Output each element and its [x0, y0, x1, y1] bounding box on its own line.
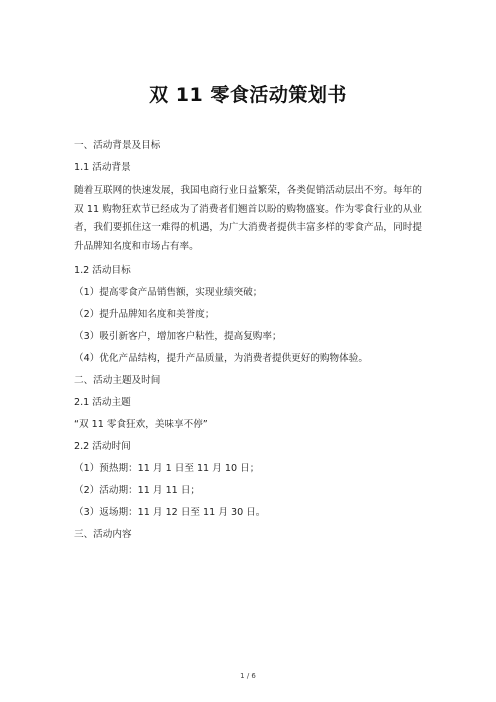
- subsection-heading: 1.1 活动背景: [74, 162, 131, 173]
- list-item: （4）优化产品结构，提升产品质量，为消费者提供更好的购物体验。: [74, 353, 368, 364]
- list-item: （3）吸引新客户，增加客户粘性，提高复购率；: [74, 331, 282, 342]
- subsection-heading: 1.2 活动目标: [74, 265, 131, 276]
- document-body: [74, 138, 422, 549]
- subsection-heading: 2.2 活动时间: [74, 441, 131, 452]
- document-title: 双 11 零食活动策划书: [149, 84, 347, 106]
- page-number: 1 / 6: [240, 672, 256, 680]
- section-heading: 二、活动主题及时间: [74, 375, 161, 386]
- list-item: （3）返场期：11 月 12 日至 11 月 30 日。: [74, 507, 266, 518]
- section-heading: 三、活动内容: [74, 529, 132, 540]
- theme-quote: “双 11 零食狂欢，美味享不停”: [74, 419, 208, 430]
- list-item: （2）活动期：11 月 11 日；: [74, 485, 201, 496]
- paragraph: 随着互联网的快速发展，我国电商行业日益繁荣，各类促销活动层出不穷。每年的双 11 购物狂欢节已经成为了消费者们翘首以盼的购物盛宴。作为零食行业的从业者，我们要抓住这一难得的机遇，为广大消费者提供丰富多样的零食产品，同时提升品牌知名度和市场占有率。: [74, 185, 422, 252]
- section-heading: 一、活动背景及目标: [74, 140, 161, 151]
- list-item: （2）提升品牌知名度和美誉度；: [74, 309, 215, 320]
- list-item: （1）提高零食产品销售额，实现业绩突破；: [74, 287, 263, 298]
- subsection-heading: 2.1 活动主题: [74, 397, 131, 408]
- list-item: （1）预热期：11 月 1 日至 11 月 10 日；: [74, 463, 260, 474]
